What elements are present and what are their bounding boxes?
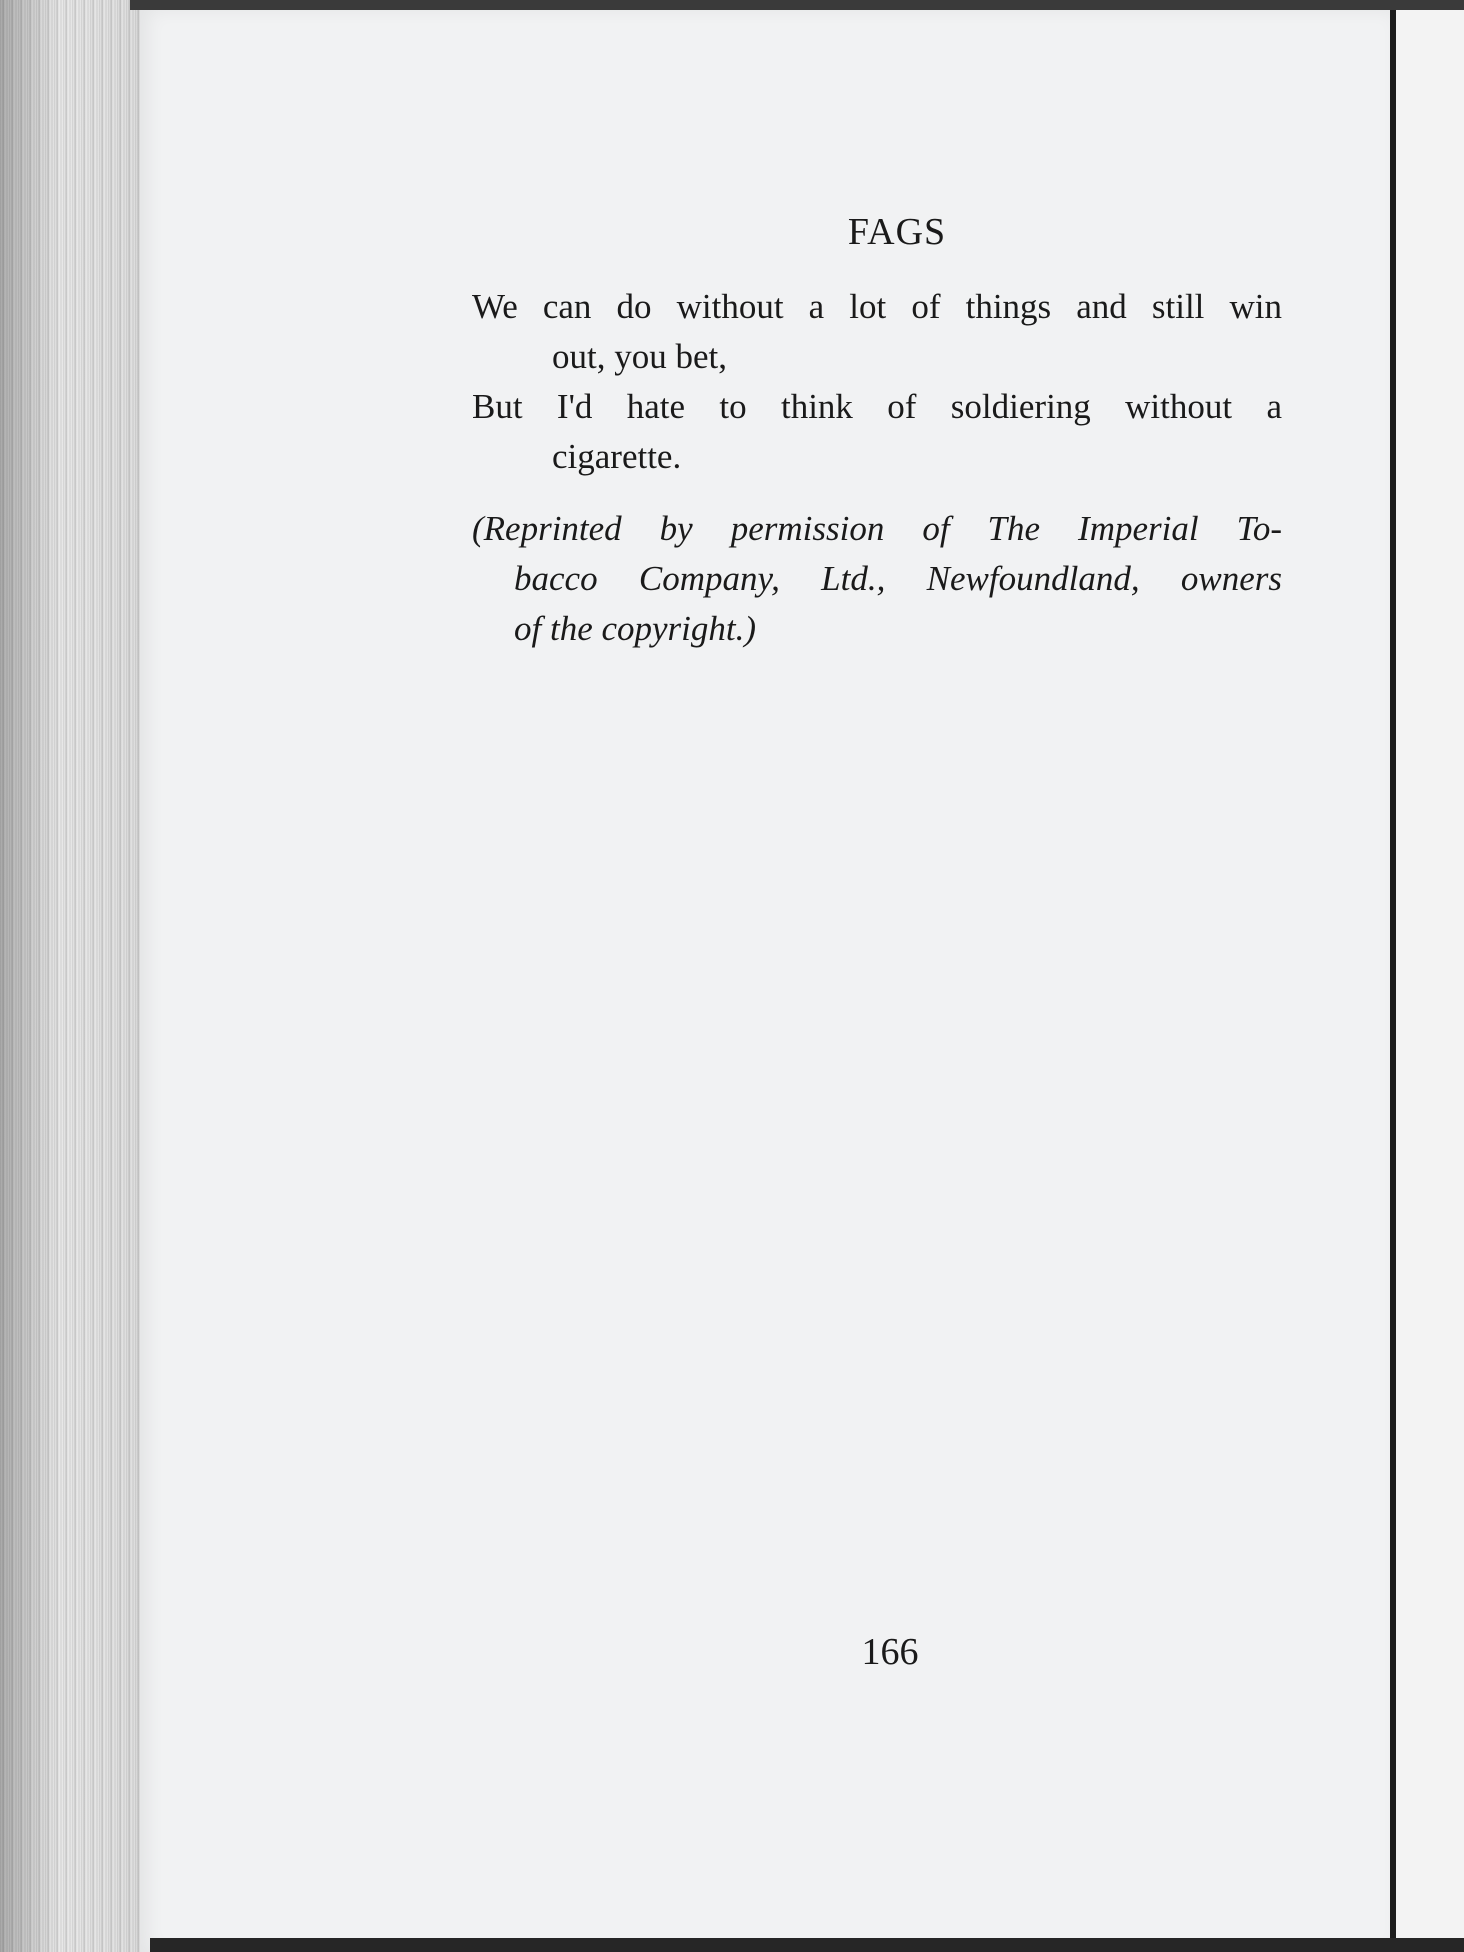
verse-couplet-line-1 bbox=[472, 282, 1282, 382]
verse-couplet-line-2 bbox=[472, 382, 1282, 482]
copyright-note-line: bacco Company, Ltd., Newfoundland, owners bbox=[514, 559, 1282, 598]
copyright-note-line: of the copyright.) bbox=[514, 609, 757, 648]
verse-continuation: cigarette. bbox=[552, 437, 682, 476]
poem-block bbox=[472, 210, 1282, 654]
next-page-edge bbox=[1396, 10, 1464, 1952]
page-number: 166 bbox=[861, 1631, 919, 1673]
verse-line: But I'd hate to think of soldiering without a bbox=[472, 387, 1282, 426]
verse-line: We can do without a lot of things and still win bbox=[472, 287, 1282, 326]
poem-title: FAGS bbox=[847, 211, 947, 253]
verse-continuation: out, you bet, bbox=[552, 337, 727, 376]
copyright-note bbox=[472, 504, 1282, 654]
top-border bbox=[130, 0, 1464, 10]
bottom-border bbox=[150, 1938, 1464, 1952]
page-edges bbox=[0, 0, 150, 1952]
copyright-note-line: (Reprinted by permission of The Imperial To- bbox=[472, 509, 1282, 548]
